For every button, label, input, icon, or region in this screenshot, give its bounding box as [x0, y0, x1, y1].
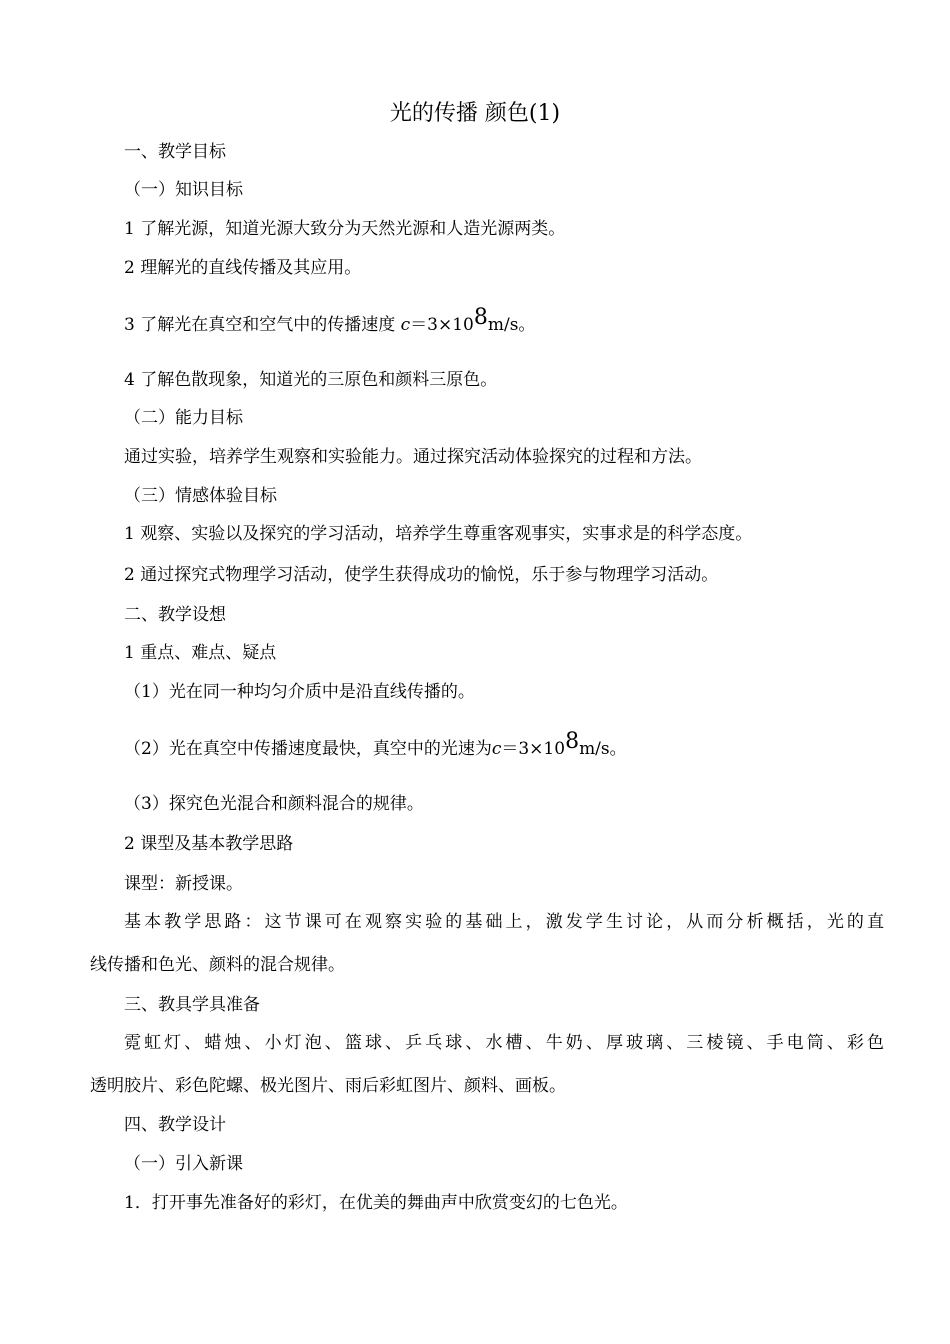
paragraph: 课型：新授课。: [124, 874, 243, 894]
paragraph: 1 了解光源，知道光源大致分为天然光源和人造光源两类。: [124, 219, 566, 239]
paragraph-line: 霓虹灯、蜡烛、小灯泡、篮球、乒乓球、水槽、牛奶、厚玻璃、三棱镜、手电筒、彩色: [124, 1033, 884, 1053]
section-heading: 二、教学设想: [124, 605, 226, 625]
section-heading: 一、教学目标: [124, 142, 226, 162]
paragraph-formula: [124, 729, 884, 761]
formula-exponent: 8: [565, 729, 580, 754]
paragraph: 通过实验，培养学生观察和实验能力。通过探究活动体验探究的过程和方法。: [124, 447, 702, 467]
formula-variable: c: [491, 739, 502, 759]
formula-text: （2）光在真空中传播速度最快，真空中的光速为: [124, 739, 492, 759]
formula-variable: c: [400, 315, 411, 335]
formula-text: 3 了解光在真空和空气中的传播速度: [124, 315, 401, 335]
paragraph-formula: [124, 305, 884, 337]
section-heading: 四、教学设计: [124, 1115, 226, 1135]
paragraph: 2 理解光的直线传播及其应用。: [124, 258, 362, 278]
formula-text: ＝3×10: [501, 739, 566, 759]
paragraph: （3）探究色光混合和颜料混合的规律。: [124, 794, 424, 814]
page-title: 光的传播 颜色(1): [389, 101, 561, 126]
paragraph-line: 基本教学思路：这节课可在观察实验的基础上，激发学生讨论，从而分析概括，光的直: [124, 912, 884, 932]
subsection-heading: （一）知识目标: [124, 180, 243, 200]
subsection-heading: 1 重点、难点、疑点: [124, 643, 277, 663]
paragraph: 1．打开事先准备好的彩灯，在优美的舞曲声中欣赏变幻的七色光。: [124, 1193, 628, 1213]
subsection-heading: （一）引入新课: [124, 1154, 243, 1174]
formula-unit: m/s。: [579, 739, 627, 759]
paragraph: （1）光在同一种均匀介质中是沿直线传播的。: [124, 682, 475, 702]
formula-exponent: 8: [473, 305, 488, 330]
paragraph: 4 了解色散现象，知道光的三原色和颜料三原色。: [124, 370, 498, 390]
paragraph: 1 观察、实验以及探究的学习活动，培养学生尊重客观事实，实事求是的科学态度。: [124, 524, 753, 544]
subsection-heading: （三）情感体验目标: [124, 486, 277, 506]
formula-unit: m/s。: [487, 315, 536, 335]
subsection-heading: （二）能力目标: [124, 408, 243, 428]
section-heading: 三、教具学具准备: [124, 995, 260, 1015]
paragraph-line: 透明胶片、彩色陀螺、极光图片、雨后彩虹图片、颜料、画板。: [90, 1076, 566, 1096]
subsection-heading: 2 课型及基本教学思路: [124, 834, 294, 854]
paragraph-line: 线传播和色光、颜料的混合规律。: [90, 955, 345, 975]
formula-text: ＝3×10: [410, 315, 474, 335]
paragraph: 2 通过探究式物理学习活动，使学生获得成功的愉悦，乐于参与物理学习活动。: [124, 565, 719, 585]
